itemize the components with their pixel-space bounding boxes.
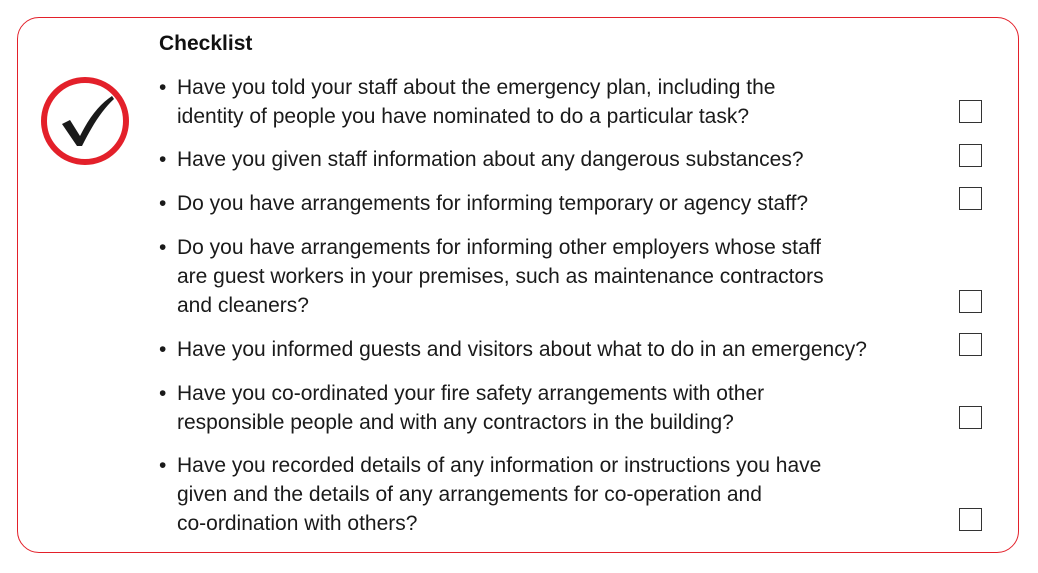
item-text-line: Do you have arrangements for informing other employers whose staff <box>177 236 821 259</box>
checklist-item <box>159 233 939 320</box>
checklist-item <box>159 189 939 218</box>
item-text-line: Have you informed guests and visitors about what to do in an emergency? <box>177 338 867 361</box>
checklist-item <box>159 335 939 364</box>
item-text-line: and cleaners? <box>177 294 309 317</box>
item-4-checkbox[interactable] <box>959 290 982 313</box>
item-6-checkbox[interactable] <box>959 406 982 429</box>
item-text-line: identity of people you have nominated to do a particular task? <box>177 105 750 128</box>
bullet: • <box>159 454 167 477</box>
item-7-checkbox[interactable] <box>959 508 982 531</box>
checklist-item <box>159 145 939 174</box>
checklist-item <box>159 451 939 538</box>
checkmark-badge-icon <box>40 76 130 166</box>
item-text-line: given and the details of any arrangements for co-operation and <box>177 483 762 506</box>
item-text-line: Have you given staff information about any dangerous substances? <box>177 148 804 171</box>
bullet: • <box>159 382 167 405</box>
bullet: • <box>159 192 167 215</box>
item-text-line: Have you recorded details of any information or instructions you have <box>177 454 822 477</box>
item-2-checkbox[interactable] <box>959 144 982 167</box>
bullet: • <box>159 76 167 99</box>
checklist-item <box>159 379 939 437</box>
item-text-line: Do you have arrangements for informing temporary or agency staff? <box>177 192 809 215</box>
item-5-checkbox[interactable] <box>959 333 982 356</box>
checklist-item <box>159 73 939 131</box>
item-text-line: Have you co-ordinated your fire safety arrangements with other <box>177 382 765 405</box>
item-text-line: co-ordination with others? <box>177 512 418 535</box>
item-3-checkbox[interactable] <box>959 187 982 210</box>
item-text-line: are guest workers in your premises, such as maintenance contractors <box>177 265 824 288</box>
item-text-line: responsible people and with any contractors in the building? <box>177 411 734 434</box>
bullet: • <box>159 338 167 361</box>
item-1-checkbox[interactable] <box>959 100 982 123</box>
bullet: • <box>159 148 167 171</box>
bullet: • <box>159 236 167 259</box>
item-text-line: Have you told your staff about the emergency plan, including the <box>177 76 776 99</box>
checklist-title: Checklist <box>159 32 253 55</box>
